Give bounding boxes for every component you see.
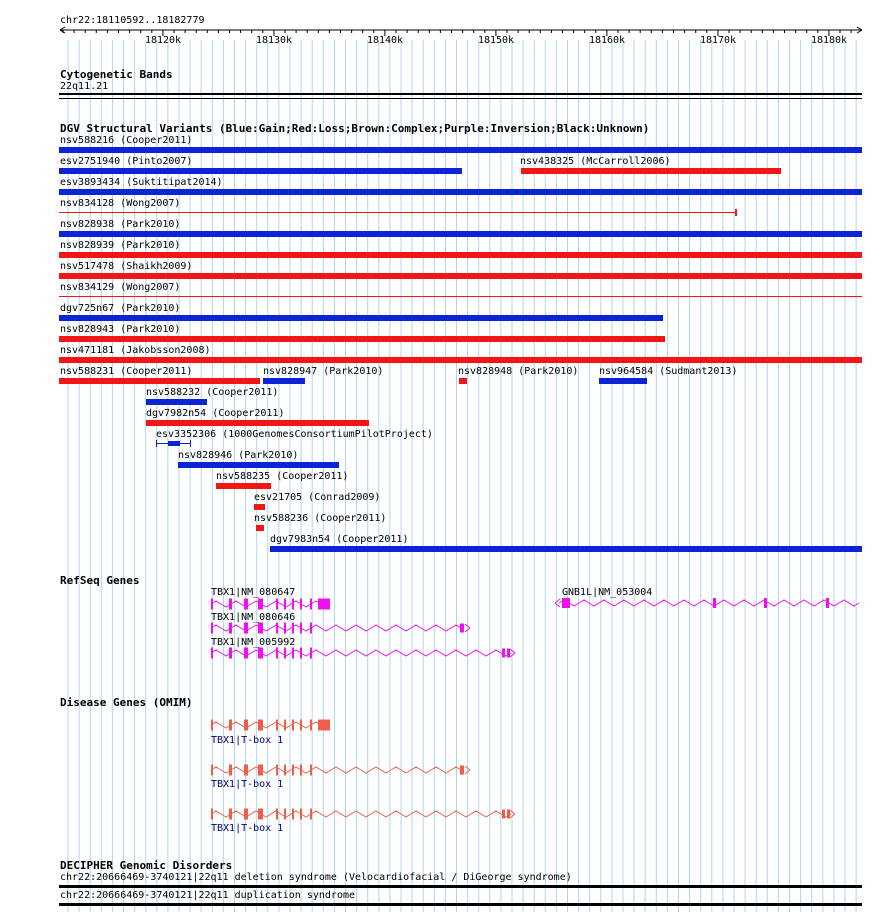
variant-label[interactable]: nsv828939 (Park2010): [60, 240, 181, 251]
omim-gene-exon: [258, 809, 263, 820]
omim-gene-exon: [460, 766, 464, 775]
variant-label[interactable]: nsv438325 (McCarroll2006): [520, 156, 671, 167]
omim-gene-intron: [211, 722, 321, 728]
variant-bar: [263, 378, 305, 384]
variant-bar: [59, 231, 862, 237]
variant-cap: [156, 440, 157, 447]
variant-bar: [146, 399, 207, 405]
variant-bar: [256, 525, 264, 531]
omim-gene-exon: [300, 765, 302, 776]
refseq-gene-exon: [244, 648, 248, 659]
variant-label[interactable]: dgv7982n54 (Cooper2011): [146, 408, 285, 419]
refseq-gene-exon: [276, 599, 278, 610]
variant-bar: [146, 420, 369, 426]
refseq-gene-intron: [211, 625, 461, 631]
variant-label[interactable]: dgv7983n54 (Cooper2011): [270, 534, 409, 545]
refseq-gene-intron: [559, 600, 859, 606]
region-label: chr22:18110592..18182779: [60, 15, 205, 26]
ruler-tick-label: 18150k: [477, 35, 515, 46]
variant-label[interactable]: nsv834128 (Wong2007): [60, 198, 181, 209]
omim-gene-exon: [318, 720, 330, 731]
refseq-gene-exon: [507, 649, 510, 658]
variant-label[interactable]: esv2751940 (Pinto2007): [60, 156, 193, 167]
refseq-gene-exon: [300, 599, 302, 610]
omim-gene-exon: [258, 765, 263, 776]
cytoband-label[interactable]: 22q11.21: [60, 81, 109, 92]
variant-bar: [216, 483, 271, 489]
variant-bar: [59, 189, 862, 195]
variant-label[interactable]: nsv828946 (Park2010): [178, 450, 299, 461]
omim-gene-intron: [211, 767, 461, 773]
refseq-gene-exon: [300, 623, 302, 634]
variant-bar: [59, 378, 260, 384]
variant-bar: [59, 252, 862, 258]
omim-gene-exon: [292, 765, 294, 776]
omim-gene-exon: [211, 765, 213, 776]
refseq-gene-exon: [229, 623, 232, 634]
omim-gene-intron: [211, 811, 511, 817]
refseq-gene-exon: [258, 648, 263, 659]
refseq-gene-exon: [292, 599, 294, 610]
variant-bar: [59, 336, 665, 342]
cytoband-bar: [59, 93, 862, 95]
variant-label[interactable]: nsv828938 (Park2010): [60, 219, 181, 230]
omim-gene-exon: [300, 809, 302, 820]
variant-bar: [521, 168, 781, 174]
variant-bar: [178, 462, 339, 468]
variant-bar: [59, 212, 736, 213]
omim-gene-exon: [284, 809, 286, 820]
decipher-bar: [59, 903, 862, 906]
decipher-label[interactable]: chr22:20666469-3740121|22q11 duplication syndrome: [60, 890, 356, 901]
omim-gene-exon: [502, 810, 505, 819]
variant-bar: [459, 378, 467, 384]
variant-end-cap: [735, 209, 737, 216]
variant-bar: [599, 378, 647, 384]
refseq-gene-exon: [318, 599, 330, 610]
refseq-gene-exon: [300, 648, 302, 659]
refseq-gene-exon: [284, 599, 286, 610]
omim-gene-exon: [229, 809, 232, 820]
ruler-tick-label: 18160k: [588, 35, 626, 46]
variant-bar: [59, 147, 862, 153]
omim-gene-exon: [276, 765, 278, 776]
variant-label[interactable]: nsv828947 (Park2010): [263, 366, 384, 377]
omim-gene-exon: [244, 809, 248, 820]
track-title-dgv: DGV Structural Variants (Blue:Gain;Red:Loss;Brown:Complex;Purple:Inversion;Black:Unknown): [60, 122, 650, 135]
omim-gene-exon: [244, 720, 248, 731]
omim-gene-exon: [284, 720, 286, 731]
gene-label[interactable]: TBX1|NM_005992: [211, 637, 296, 648]
omim-gene-exon: [310, 765, 312, 776]
variant-bar: [59, 168, 462, 174]
refseq-gene-exon: [713, 598, 716, 608]
cytoband-bar: [59, 98, 862, 99]
omim-gene-exon: [276, 720, 278, 731]
refseq-gene-strand-arrow: [465, 624, 470, 632]
variant-bar: [59, 357, 862, 363]
variant-label[interactable]: dgv725n67 (Park2010): [60, 303, 181, 314]
variant-label[interactable]: nsv834129 (Wong2007): [60, 282, 181, 293]
variant-label[interactable]: nsv588235 (Cooper2011): [216, 471, 349, 482]
variant-bar: [59, 273, 862, 279]
variant-label[interactable]: esv3893434 (Suktitipat2014): [60, 177, 223, 188]
track-title-refseq: RefSeq Genes: [60, 574, 140, 587]
variant-label[interactable]: esv21705 (Conrad2009): [254, 492, 381, 503]
refseq-gene-intron: [211, 601, 321, 607]
omim-gene-exon: [276, 809, 278, 820]
omim-gene-exon: [211, 720, 213, 731]
omim-gene-exon: [292, 720, 294, 731]
refseq-gene-exon: [826, 598, 829, 608]
variant-label[interactable]: nsv588232 (Cooper2011): [146, 387, 279, 398]
track-title-cytoband: Cytogenetic Bands: [60, 68, 173, 81]
refseq-gene-exon: [258, 623, 263, 634]
omim-gene-exon: [310, 720, 312, 731]
refseq-gene-exon: [258, 599, 263, 610]
variant-bar: [254, 504, 265, 510]
refseq-gene-exon: [284, 623, 286, 634]
refseq-gene-exon: [310, 599, 312, 610]
variant-label[interactable]: nsv828948 (Park2010): [458, 366, 579, 377]
variant-bar: [59, 296, 862, 297]
variant-label[interactable]: nsv471181 (Jakobsson2008): [60, 345, 211, 356]
variant-label[interactable]: nsv964584 (Sudmant2013): [599, 366, 738, 377]
omim-gene-exon: [284, 765, 286, 776]
omim-gene-exon: [211, 809, 213, 820]
refseq-gene-exon: [310, 623, 312, 634]
refseq-gene-exon: [276, 623, 278, 634]
variant-bar: [270, 546, 862, 552]
ruler-tick-label: 18180k: [810, 35, 848, 46]
variant-label[interactable]: nsv517478 (Shaikh2009): [60, 261, 193, 272]
refseq-gene-exon: [764, 598, 767, 608]
refseq-gene-exon: [244, 623, 248, 634]
ruler-tick-label: 18130k: [255, 35, 293, 46]
variant-label[interactable]: nsv828943 (Park2010): [60, 324, 181, 335]
variant-cap: [190, 440, 191, 447]
omim-gene-exon: [310, 809, 312, 820]
gene-label[interactable]: TBX1|NM_080646: [211, 612, 296, 623]
track-title-omim: Disease Genes (OMIM): [60, 696, 193, 709]
variant-bar: [168, 441, 180, 446]
refseq-gene-exon: [460, 624, 464, 633]
decipher-bar: [59, 885, 862, 888]
refseq-gene-exon: [292, 648, 294, 659]
refseq-gene-exon: [211, 648, 213, 659]
track-title-decipher: DECIPHER Genomic Disorders: [60, 859, 233, 872]
refseq-gene-exon: [276, 648, 278, 659]
refseq-gene-exon: [229, 648, 232, 659]
refseq-gene-exon: [292, 623, 294, 634]
omim-gene-exon: [292, 809, 294, 820]
omim-gene-exon: [300, 720, 302, 731]
gene-label[interactable]: TBX1|NM_080647: [211, 587, 296, 598]
omim-gene-exon: [507, 810, 510, 819]
omim-gene-exon: [244, 765, 248, 776]
refseq-gene-exon: [229, 599, 232, 610]
ruler-tick-label: 18120k: [144, 35, 182, 46]
variant-label[interactable]: esv3352306 (1000GenomesConsortiumPilotProject): [156, 429, 433, 440]
decipher-label[interactable]: chr22:20666469-3740121|22q11 deletion syndrome (Velocardiofacial / DiGeorge syndrome): [60, 872, 572, 883]
omim-gene-label[interactable]: TBX1|T-box 1: [211, 779, 284, 790]
omim-gene-strand-arrow: [465, 766, 470, 774]
omim-gene-exon: [258, 720, 263, 731]
refseq-gene-exon: [310, 648, 312, 659]
variant-label[interactable]: nsv588236 (Cooper2011): [254, 513, 387, 524]
omim-gene-label[interactable]: TBX1|T-box 1: [211, 823, 284, 834]
ruler-tick-label: 18140k: [366, 35, 404, 46]
variant-label[interactable]: nsv588216 (Cooper2011): [60, 135, 193, 146]
refseq-gene-exon: [211, 623, 213, 634]
omim-gene-exon: [229, 720, 232, 731]
ruler-tick-label: 18170k: [699, 35, 737, 46]
refseq-gene-exon: [244, 599, 248, 610]
omim-gene-exon: [229, 765, 232, 776]
omim-gene-label[interactable]: TBX1|T-box 1: [211, 735, 284, 746]
refseq-gene-intron: [211, 650, 511, 656]
refseq-gene-exon: [502, 649, 505, 658]
refseq-gene-exon: [562, 598, 570, 608]
variant-bar: [59, 315, 663, 321]
gene-label[interactable]: GNB1L|NM_053004: [562, 587, 653, 598]
refseq-gene-exon: [284, 648, 286, 659]
variant-label[interactable]: nsv588231 (Cooper2011): [60, 366, 193, 377]
refseq-gene-exon: [211, 599, 213, 610]
